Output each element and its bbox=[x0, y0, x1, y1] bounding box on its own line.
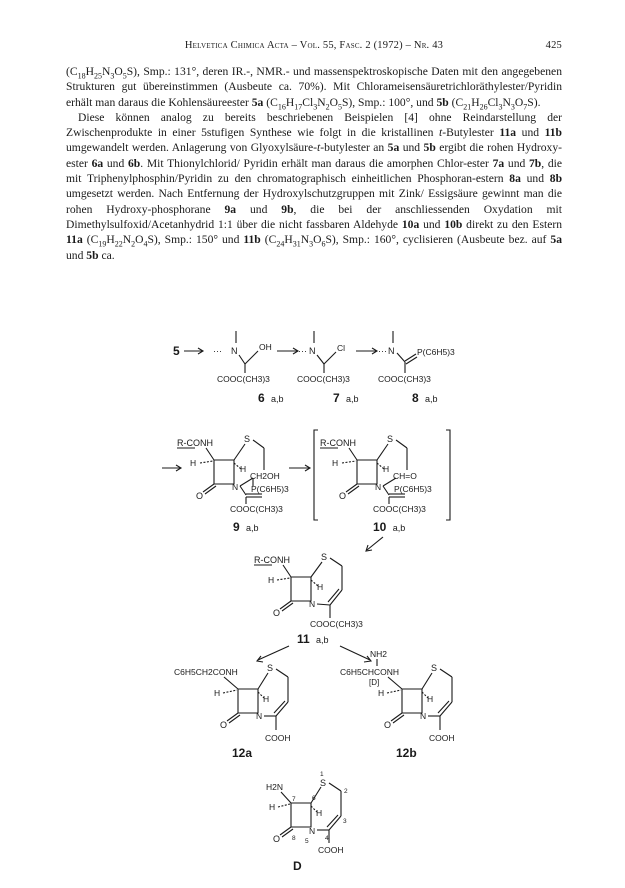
text-run: -Butylester bbox=[442, 126, 500, 140]
ring-number: 1 bbox=[320, 771, 324, 778]
text-run: (C bbox=[260, 233, 277, 247]
text-run: und bbox=[103, 156, 128, 170]
svg-text:R-CONH: R-CONH bbox=[320, 438, 356, 448]
text-run: O bbox=[135, 233, 144, 247]
svg-text:N: N bbox=[232, 482, 239, 492]
text-run: 2 bbox=[131, 239, 136, 249]
text-run: S), Smp.: 160°, cyclisieren (Ausbeute bez. auf bbox=[325, 233, 551, 247]
svg-text:OH: OH bbox=[259, 342, 272, 352]
ring-number: 4 bbox=[325, 835, 329, 842]
svg-text:H: H bbox=[214, 688, 221, 698]
text-run: 5a bbox=[251, 95, 264, 109]
text-run: O bbox=[514, 95, 524, 109]
svg-text:O: O bbox=[273, 608, 281, 618]
bracket-left bbox=[314, 430, 318, 520]
svg-text:N: N bbox=[420, 711, 427, 721]
compound-9-structure bbox=[177, 434, 289, 514]
bracket-right bbox=[446, 430, 450, 520]
text-run: und bbox=[419, 217, 445, 231]
text-run: und bbox=[516, 126, 545, 140]
svg-text:H: H bbox=[383, 464, 390, 474]
svg-text:O: O bbox=[220, 720, 228, 730]
compound-label-D: D bbox=[293, 859, 302, 873]
ring-number: 6 bbox=[312, 795, 316, 802]
text-run: 25 bbox=[93, 71, 102, 81]
text-run: H bbox=[471, 95, 480, 109]
text-run: 7a bbox=[492, 156, 505, 170]
text-run: 11b bbox=[544, 126, 562, 140]
text-run: 3 bbox=[313, 101, 318, 111]
text-run: 7 bbox=[523, 101, 528, 111]
svg-text:H: H bbox=[269, 802, 276, 812]
compound-10-structure bbox=[320, 434, 432, 514]
text-run: 18 bbox=[77, 71, 86, 81]
svg-text:S: S bbox=[321, 552, 328, 562]
text-run: 6b bbox=[127, 156, 141, 170]
text-run: 22 bbox=[114, 239, 123, 249]
text-run: 8a bbox=[509, 172, 521, 186]
compound-5-label: 5 bbox=[173, 344, 180, 358]
ring-number: 3 bbox=[343, 818, 347, 825]
text-run: , die mit Triphenylphosphin/Pyridin zu den chromatographisch einheitlichen Phosphoran-estern bbox=[66, 156, 563, 186]
svg-text:P(C6H5)3: P(C6H5)3 bbox=[251, 484, 289, 494]
text-run: 11a bbox=[499, 126, 517, 140]
text-run: 3 bbox=[510, 101, 515, 111]
reaction-arrow bbox=[367, 537, 383, 550]
text-run: 10a bbox=[401, 217, 420, 231]
page-number: 425 bbox=[545, 40, 562, 51]
text-run: 5a bbox=[550, 233, 562, 247]
text-run: 31 bbox=[292, 239, 301, 249]
svg-text:COOC(CH3)3: COOC(CH3)3 bbox=[217, 374, 270, 384]
svg-text:···: ··· bbox=[213, 346, 222, 356]
text-run: t bbox=[317, 141, 321, 155]
text-run: 7b bbox=[529, 156, 542, 170]
text-run: 5 bbox=[122, 71, 127, 81]
svg-text:H: H bbox=[427, 694, 434, 704]
compound-label: 11 a,b bbox=[297, 632, 329, 646]
svg-text:COOC(CH3)3: COOC(CH3)3 bbox=[310, 619, 363, 629]
text-run: 9b bbox=[281, 202, 294, 216]
text-run: 5b bbox=[423, 141, 436, 155]
svg-text:S: S bbox=[244, 434, 251, 444]
compound-label: 10 a,b bbox=[373, 520, 406, 534]
text-run: . Mit Thionylchlorid/ Pyridin erhält man daraus die amorphen Chlor-ester bbox=[140, 156, 493, 170]
text-run: Diese können analog zu bereits beschriebenen Beispielen [4] ohne Reindarstellung der Zwischenprodukte in einer 5stufigen Synthese wie folgt in die kristallinen bbox=[66, 110, 562, 140]
text-run: 8b bbox=[549, 172, 563, 186]
compound-D-structure bbox=[266, 771, 348, 855]
compound-label: 7 a,b bbox=[333, 391, 359, 405]
text-run: und bbox=[66, 248, 87, 262]
text-run: Cl bbox=[487, 95, 499, 109]
compound-label: 8 a,b bbox=[412, 391, 438, 405]
svg-text:P(C6H5)3: P(C6H5)3 bbox=[417, 347, 455, 357]
svg-text:O: O bbox=[196, 491, 204, 501]
svg-text:H: H bbox=[240, 464, 247, 474]
text-run: O bbox=[329, 95, 338, 109]
text-run: S), Smp.: 100°, und bbox=[341, 95, 437, 109]
compound-12b-structure bbox=[340, 649, 455, 743]
reaction-arrow bbox=[340, 646, 370, 660]
compound-label: 9 a,b bbox=[233, 520, 259, 534]
text-run: 5a bbox=[387, 141, 400, 155]
text-run: 26 bbox=[479, 101, 488, 111]
text-run: 10b bbox=[444, 217, 463, 231]
journal-title: Helvetica Chimica Acta – Vol. 55, Fasc. 2 (1972) – Nr. 43 bbox=[184, 40, 444, 51]
text-run: ca. bbox=[98, 248, 115, 262]
ring-number: 5 bbox=[305, 838, 309, 845]
svg-text:COOH: COOH bbox=[318, 845, 344, 855]
ring-number: 8 bbox=[292, 835, 296, 842]
svg-text:N: N bbox=[309, 346, 316, 356]
text-run: 24 bbox=[276, 239, 285, 249]
text-run: S), Smp.: 131°, deren IR.-, NMR.- und massenspektroskopische Daten mit den angegebenen Strukturen gut übereinstimmen (Ausbeute ca. 70%). Mit Chlorameisensäuretrichloräthylester/Pyridin erhält man daraus die Kohlensäureester bbox=[66, 65, 562, 109]
text-run: O bbox=[114, 65, 123, 78]
svg-text:H: H bbox=[317, 582, 324, 592]
text-run: 19 bbox=[98, 239, 107, 249]
svg-text:S: S bbox=[267, 663, 274, 673]
svg-text:O: O bbox=[273, 834, 281, 844]
svg-text:···: ··· bbox=[378, 346, 387, 356]
compound-8-structure bbox=[378, 331, 455, 384]
text-run: 3 bbox=[498, 101, 503, 111]
text-run: S). bbox=[527, 95, 541, 109]
ring-number: 7 bbox=[292, 796, 296, 803]
text-run: O bbox=[313, 233, 322, 247]
ring-number: 2 bbox=[344, 788, 348, 795]
svg-text:S: S bbox=[320, 778, 327, 788]
text-run: N bbox=[101, 65, 111, 78]
text-run: H bbox=[285, 95, 295, 109]
text-run: H bbox=[85, 65, 94, 78]
compound-12a-structure bbox=[174, 663, 291, 743]
text-run: 3 bbox=[110, 71, 115, 81]
svg-text:O: O bbox=[384, 720, 392, 730]
text-run: und bbox=[520, 172, 550, 186]
svg-text:CH2OH: CH2OH bbox=[250, 471, 280, 481]
text-run: umgesetzt werden. Nach Entfernung der Hydroxylschutzgruppen mit Zink/ Essigsäure gewinnt man die rohen Hydroxy-phosphorane bbox=[66, 187, 562, 216]
text-run: direkt zu den Estern bbox=[462, 217, 563, 231]
svg-text:C6H5CH2CONH: C6H5CH2CONH bbox=[174, 667, 238, 677]
svg-text:H: H bbox=[263, 694, 270, 704]
text-run: 11a bbox=[66, 233, 83, 247]
text-run: t bbox=[439, 126, 443, 140]
svg-text:COOH: COOH bbox=[429, 733, 455, 743]
svg-text:H2N: H2N bbox=[266, 782, 284, 792]
text-run: H bbox=[284, 233, 293, 247]
text-run: , die bei der anschliessenden Oxydation mit Dimethylsulfoxid/Acetanhydrid 1:1 über die nicht fassbaren Aldehyde bbox=[66, 202, 562, 231]
svg-text:N: N bbox=[256, 711, 263, 721]
text-run: 5 bbox=[337, 101, 342, 111]
compound-label: 12a bbox=[232, 746, 253, 760]
text-run: (C bbox=[82, 233, 99, 247]
svg-text:N: N bbox=[309, 599, 316, 609]
text-run: N bbox=[122, 233, 132, 247]
svg-text:N: N bbox=[375, 482, 382, 492]
text-run: und bbox=[399, 141, 424, 155]
svg-text:O: O bbox=[339, 491, 347, 501]
svg-text:NH2: NH2 bbox=[370, 649, 388, 659]
text-run: 4 bbox=[143, 239, 148, 249]
svg-text:COOC(CH3)3: COOC(CH3)3 bbox=[373, 504, 426, 514]
svg-text:H: H bbox=[378, 688, 385, 698]
svg-text:H: H bbox=[268, 575, 275, 585]
compound-11-structure bbox=[254, 552, 363, 629]
text-run: (C bbox=[448, 95, 464, 109]
svg-text:N: N bbox=[231, 346, 238, 356]
text-run: ergibt die rohen Hydroxy-ester bbox=[66, 141, 562, 170]
svg-text:COOC(CH3)3: COOC(CH3)3 bbox=[378, 374, 431, 384]
text-run: 17 bbox=[294, 101, 303, 111]
svg-text:COOC(CH3)3: COOC(CH3)3 bbox=[230, 504, 283, 514]
svg-text:···: ··· bbox=[298, 346, 307, 356]
compound-7-structure bbox=[297, 331, 350, 384]
text-run: 21 bbox=[463, 101, 472, 111]
text-run: (C bbox=[66, 65, 78, 78]
svg-text:H: H bbox=[190, 458, 197, 468]
text-run: 2 bbox=[325, 101, 330, 111]
text-run: 5b bbox=[436, 95, 449, 109]
svg-text:COOH: COOH bbox=[265, 733, 291, 743]
svg-text:R-CONH: R-CONH bbox=[254, 555, 290, 565]
svg-text:P(C6H5)3: P(C6H5)3 bbox=[394, 484, 432, 494]
reaction-arrow bbox=[258, 646, 289, 660]
svg-text:COOC(CH3)3: COOC(CH3)3 bbox=[297, 374, 350, 384]
svg-text:S: S bbox=[431, 663, 438, 673]
svg-text:H: H bbox=[332, 458, 339, 468]
text-run: H bbox=[106, 233, 115, 247]
text-run: 11b bbox=[243, 233, 261, 247]
text-run: und bbox=[236, 202, 282, 216]
text-run: S), Smp.: 150° und bbox=[147, 233, 244, 247]
svg-text:Cl: Cl bbox=[337, 343, 346, 353]
text-run: und bbox=[504, 156, 529, 170]
text-run: (C bbox=[263, 95, 278, 109]
text-run: 16 bbox=[277, 101, 286, 111]
svg-text:N: N bbox=[309, 826, 316, 836]
text-run: N bbox=[300, 233, 310, 247]
svg-text:C6H5CHCONH: C6H5CHCONH bbox=[340, 667, 400, 677]
svg-text:R-CONH: R-CONH bbox=[177, 438, 213, 448]
text-run: N bbox=[502, 95, 511, 109]
compound-label: 12b bbox=[396, 746, 417, 760]
text-run: umgewandelt werden. Anlagerung von Glyoxylsäure- bbox=[66, 141, 318, 155]
svg-text:[D]: [D] bbox=[369, 678, 380, 687]
text-run: 5b bbox=[86, 248, 99, 262]
svg-text:CH=O: CH=O bbox=[393, 471, 417, 481]
text-run: Cl bbox=[302, 95, 314, 109]
svg-text:H: H bbox=[316, 808, 323, 818]
svg-text:N: N bbox=[388, 346, 395, 356]
text-run: 6 bbox=[321, 239, 326, 249]
compound-label: 6 a,b bbox=[258, 391, 284, 405]
text-run: N bbox=[317, 95, 326, 109]
svg-text:S: S bbox=[387, 434, 394, 444]
compound-6-structure bbox=[213, 331, 272, 384]
text-run: 6a bbox=[91, 156, 104, 170]
text-run: 3 bbox=[309, 239, 314, 249]
text-run: -butylester an bbox=[320, 141, 388, 155]
text-run: 9a bbox=[224, 202, 237, 216]
